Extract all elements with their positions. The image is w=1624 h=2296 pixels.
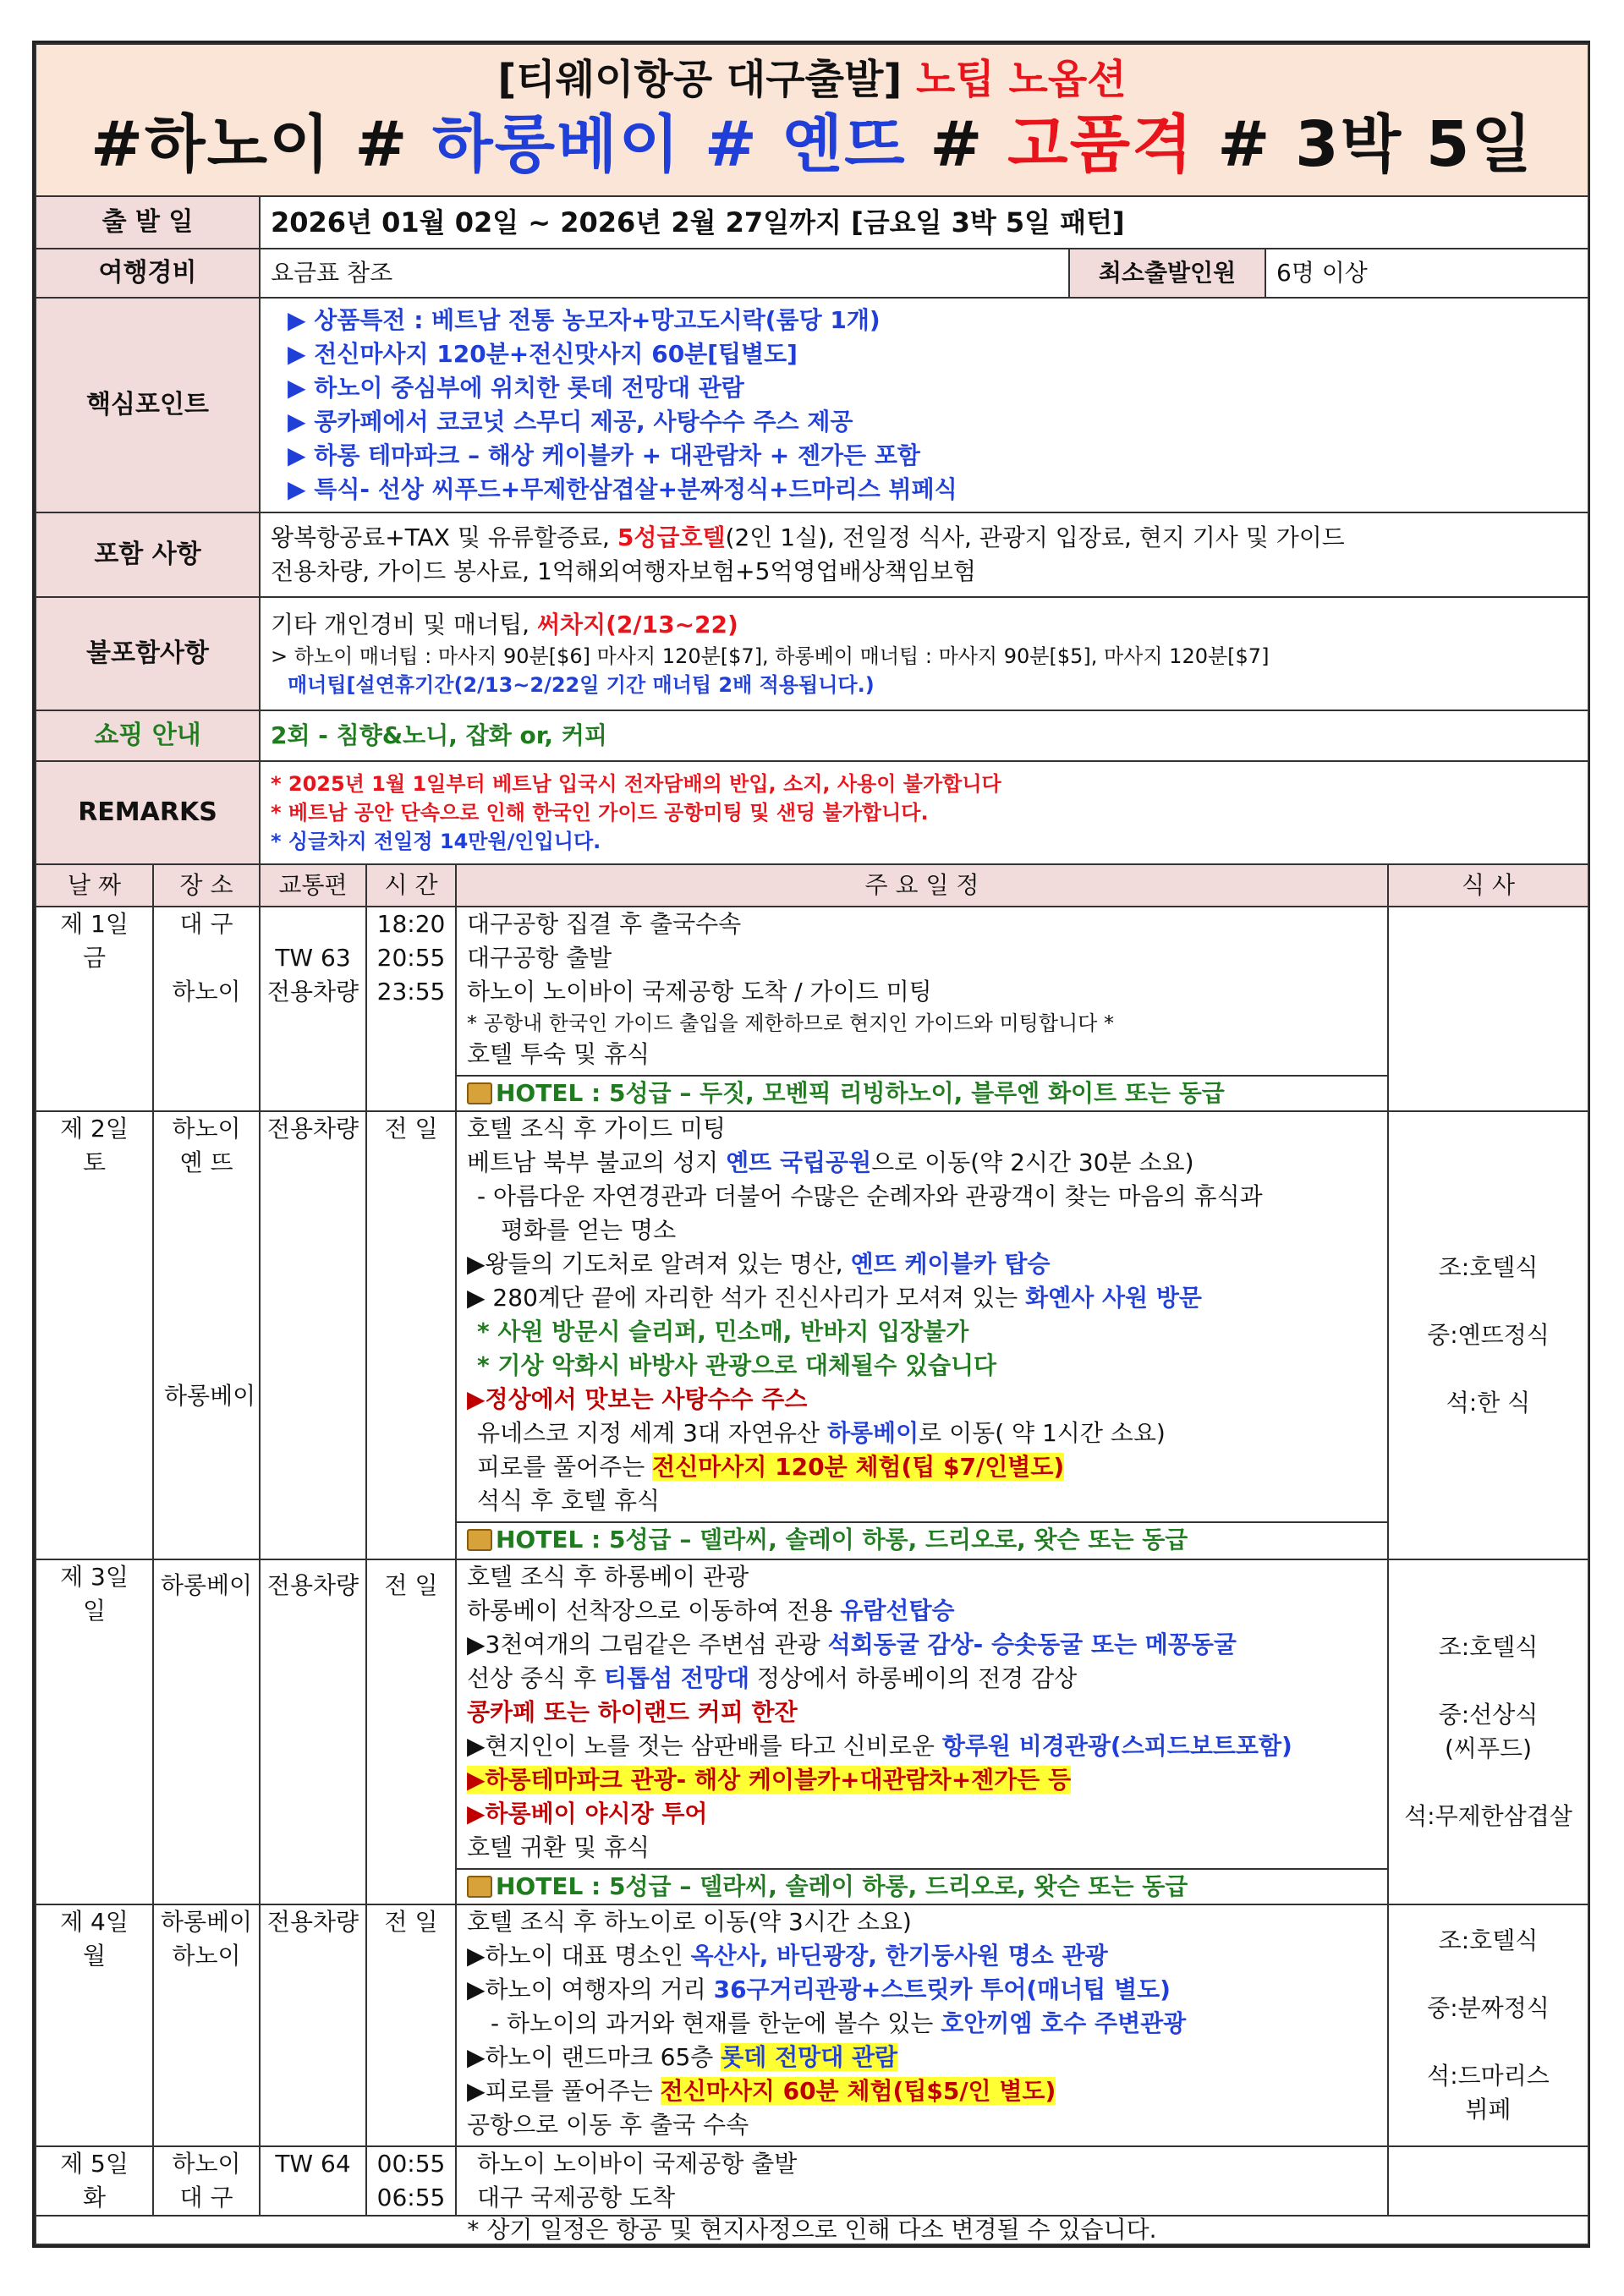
weekday: 금 — [82, 944, 107, 972]
shopping-label: 쇼핑 안내 — [36, 710, 260, 761]
yentu-park: 옌뜨 국립공원 — [726, 1148, 872, 1176]
text: ▶3천여개의 그림같은 주변섬 관광 — [467, 1630, 828, 1658]
departure-value: 2026년 01월 02일 ~ 2026년 2월 27일까지 [금요일 3박 5일 패턴] — [260, 196, 1588, 249]
weekday: 월 — [82, 1942, 107, 1970]
day4-meals — [1388, 1904, 1588, 2146]
meal-breakfast: 조:호텔식 — [1438, 1253, 1539, 1281]
schedule-note: * 공항내 한국인 가이드 출입을 제한하므로 현지인 가이드와 미팅합니다 * — [467, 1011, 1114, 1035]
day1-schedule — [456, 907, 1388, 1111]
text: 피로를 풀어주는 — [477, 1453, 653, 1481]
time: 23:55 — [376, 978, 446, 1006]
schedule-item — [467, 1662, 1377, 1696]
text: 로 이동( 약 1시간 소요) — [919, 1419, 1166, 1447]
day3-schedule — [456, 1559, 1388, 1904]
text: ▶왕들의 기도처로 알려져 있는 명산, — [467, 1250, 851, 1278]
meal-dinner: 석:한 식 — [1446, 1389, 1531, 1417]
includes-line1 — [271, 521, 1577, 555]
key-point: ▶ 하롱 테마파크 – 해상 케이블카 + 대관람차 + 젠가든 포함 — [288, 441, 920, 469]
schedule-item: 하노이 노이바이 국제공항 출발 — [477, 2150, 798, 2178]
meal-dinner: 석:무제한삼겹살 — [1404, 1802, 1572, 1830]
day5-times — [366, 2146, 456, 2216]
title-hash: # — [930, 108, 985, 181]
text: ▶피로를 풀어주는 — [467, 2077, 661, 2105]
schedule-item: 호텔 투숙 및 휴식 — [467, 1040, 650, 1068]
hotel-text: HOTEL : 5성급 – 델라씨, 솔레이 하롱, 드리오로, 왓슨 또는 동급 — [496, 1872, 1188, 1900]
day1-place — [153, 907, 260, 1111]
text: - 하노이의 과거와 현재를 한눈에 볼수 있는 — [491, 2009, 941, 2037]
meal-lunch: 중:옌뜨정식 — [1427, 1321, 1550, 1349]
hotel-text: HOTEL : 5성급 – 두짓, 모벤픽 리빙하노이, 블루엔 화이트 또는 동급 — [496, 1079, 1225, 1107]
massage-120: 전신마사지 120분 체험(팁 $7/인별도) — [652, 1453, 1065, 1481]
title-accent: 노팁 노옵션 — [916, 56, 1127, 103]
title-duration: # 3박 5일 — [1217, 108, 1533, 181]
schedule-item: 대구공항 집결 후 출국수속 — [467, 910, 742, 938]
includes-hotel: 5성급호텔 — [617, 523, 726, 551]
title-line1 — [36, 53, 1588, 106]
schedule-item — [467, 1763, 1377, 1797]
hoan-kiem-lake: 호안끼엠 호수 주변관광 — [941, 2009, 1187, 2037]
header-time: 시 간 — [366, 864, 456, 907]
lotte-observatory: 롯데 전망대 관람 — [721, 2043, 898, 2071]
place: 하롱베이 — [160, 1908, 253, 1936]
day5-schedule — [456, 2146, 1388, 2216]
schedule-item — [467, 2007, 1377, 2041]
weekday: 일 — [82, 1597, 107, 1625]
key-point: ▶ 콩카페에서 코코넛 스무디 제공, 사탕수수 주스 제공 — [288, 408, 853, 436]
schedule-item — [467, 1939, 1377, 1973]
text: 정상에서 하롱베이의 전경 감상 — [749, 1664, 1078, 1692]
remark-guide: * 베트남 공안 단속으로 인해 한국인 가이드 공항미팅 및 샌딩 불가합니다. — [271, 801, 929, 825]
day1-hotel — [457, 1075, 1387, 1110]
place: 하노이 — [172, 2150, 241, 2178]
schedule-item: 대구공항 출발 — [467, 944, 612, 972]
theme-park: ▶하롱테마파크 관광- 해상 케이블카+대관람차+젠가든 등 — [467, 1766, 1072, 1794]
schedule-item: ▶하롱베이 야시장 투어 — [467, 1800, 708, 1827]
weekday: 화 — [82, 2184, 107, 2211]
day-number: 제 3일 — [60, 1563, 129, 1591]
hotel-icon — [467, 1082, 492, 1104]
min-participants-label: 최소출발인원 — [1069, 249, 1265, 298]
day4-row — [36, 1904, 1588, 2146]
cruise: 유람선탑승 — [840, 1597, 955, 1625]
title-banner — [36, 44, 1588, 196]
schedule-item: 호텔 귀환 및 휴식 — [467, 1833, 650, 1861]
day3-hotel — [457, 1868, 1387, 1904]
excludes-tips: > 하노이 매너팁 : 마사지 90분[$6] 마사지 120분[$7], 하롱베이 매너팁 : 마사지 90분[$5], 마사지 120분[$7] — [271, 644, 1270, 668]
key-point: ▶ 하노이 중심부에 위치한 롯데 전망대 관람 — [288, 374, 744, 402]
key-point: ▶ 특식- 선상 씨푸드+무제한삼겹살+분짜정식+드마리스 뷔페식 — [288, 475, 957, 503]
departure-label: 출 발 일 — [36, 196, 260, 249]
schedule-item: 공항으로 이동 후 출국 수속 — [467, 2111, 749, 2139]
schedule-item: 하노이 노이바이 국제공항 도착 / 가이드 미팅 — [467, 978, 932, 1006]
includes-label: 포함 사항 — [36, 512, 260, 597]
title-halong-yentu: 하롱베이 # 옌뜨 — [432, 108, 907, 181]
day4-place — [153, 1904, 260, 2146]
day5-date — [36, 2146, 153, 2216]
day5-meals — [1388, 2146, 1588, 2216]
cost-label: 여행경비 — [36, 249, 260, 298]
day-number: 제 4일 — [60, 1908, 129, 1936]
schedule-item — [467, 1281, 1377, 1315]
flight-number: TW 63 — [275, 944, 351, 972]
day3-place: 하롱베이 — [153, 1559, 260, 1904]
day3-date — [36, 1559, 153, 1904]
title-line2 — [36, 106, 1588, 184]
header-meals: 식 사 — [1388, 864, 1588, 907]
yentu-cable-car: 옌뜨 케이블카 탑승 — [850, 1250, 1051, 1278]
includes-text: 왕복항공료+TAX 및 유류할증료, — [271, 523, 617, 551]
includes-value — [260, 512, 1588, 597]
key-point: ▶ 전신마사지 120분+전신맛사지 60분[팁별도] — [288, 340, 798, 368]
day1-times — [366, 907, 456, 1111]
text: 선상 중식 후 — [467, 1664, 604, 1692]
text: ▶하노이 랜드마크 65층 — [467, 2043, 721, 2071]
text: 으로 이동(약 2시간 30분 소요) — [871, 1148, 1194, 1176]
schedule-item: 호텔 조식 후 가이드 미팅 — [467, 1115, 727, 1143]
includes-line2: 전용차량, 가이드 봉사료, 1억해외여행자보험+5억영업배상책임보험 — [271, 557, 976, 585]
schedule-item — [467, 1247, 1377, 1281]
schedule-item: 평화를 얻는 명소 — [501, 1216, 677, 1244]
text: 하롱베이 선착장으로 이동하여 전용 — [467, 1597, 841, 1625]
day3-row — [36, 1559, 1588, 1904]
min-participants-value: 6명 이상 — [1265, 249, 1588, 298]
shopping-value: 2회 - 침향&노니, 잡화 or, 커피 — [260, 710, 1588, 761]
day3-time: 전 일 — [366, 1559, 456, 1904]
day1-row — [36, 907, 1588, 1111]
time: 00:55 — [376, 2150, 446, 2178]
title-hanoi: #하노이 # — [91, 108, 409, 181]
time: 06:55 — [376, 2184, 446, 2211]
includes-text: (2인 1실), 전일정 식사, 관광지 입장료, 현지 기사 및 가이드 — [725, 523, 1345, 551]
schedule-table — [35, 863, 1589, 2245]
day1-date — [36, 907, 153, 1111]
weekday: 토 — [82, 1148, 107, 1176]
transport — [261, 907, 365, 941]
schedule-item: 대구 국제공항 도착 — [477, 2184, 676, 2211]
text: ▶하노이 대표 명소인 — [467, 1942, 691, 1970]
schedule-note: * 기상 악화시 바방사 관광으로 대체될수 있습니다 — [477, 1351, 997, 1379]
day2-hotel — [457, 1521, 1387, 1557]
header-schedule: 주 요 일 정 — [456, 864, 1388, 907]
excludes-surcharge: 써차지(2/13~22) — [536, 611, 738, 638]
text: 유네스코 지정 세계 3대 자연유산 — [477, 1419, 827, 1447]
key-points — [260, 298, 1588, 512]
place: 옌 뜨 — [179, 1148, 233, 1176]
schedule-item — [467, 1450, 1377, 1484]
meal-lunch: 중:선상식 — [1438, 1701, 1539, 1729]
schedule-item: ▶정상에서 맛보는 사탕수수 주스 — [467, 1385, 808, 1413]
schedule-item: 호텔 조식 후 하롱베이 관광 — [467, 1563, 749, 1591]
day-number: 제 5일 — [60, 2150, 129, 2178]
schedule-item — [467, 1146, 1377, 1180]
day2-meals — [1388, 1111, 1588, 1559]
cost-value: 요금표 참조 — [260, 249, 1069, 298]
schedule-item — [467, 1729, 1377, 1763]
text: 베트남 북부 불교의 성지 — [467, 1148, 727, 1176]
header-place: 장 소 — [153, 864, 260, 907]
transport: 전용차량 — [266, 978, 359, 1006]
title-prefix: [티웨이항공 대구출발] — [497, 56, 903, 103]
day4-time: 전 일 — [366, 1904, 456, 2146]
day1-transport — [260, 907, 366, 1111]
day2-date — [36, 1111, 153, 1559]
hotel-icon — [467, 1876, 492, 1898]
day2-place — [153, 1111, 260, 1559]
schedule-item: 호텔 조식 후 하노이로 이동(약 3시간 소요) — [467, 1908, 912, 1936]
meal-lunch-detail: (씨푸드) — [1445, 1734, 1532, 1762]
place: 하노이 — [172, 978, 241, 1006]
place — [164, 941, 249, 975]
key-point: ▶ 상품특전 : 베트남 전통 농모자+망고도시락(룸당 1개) — [288, 306, 881, 334]
hotel-text: HOTEL : 5성급 – 델라씨, 솔레이 하롱, 드리오로, 왓슨 또는 동급 — [496, 1526, 1188, 1553]
header-transport: 교통편 — [260, 864, 366, 907]
day2-schedule — [456, 1111, 1388, 1559]
schedule-item — [467, 2041, 1377, 2074]
sampan-tour: 항루원 비경관광(스피드보트포함) — [941, 1732, 1292, 1760]
day-number: 제 2일 — [60, 1115, 129, 1143]
day5-place — [153, 2146, 260, 2216]
massage-60: 전신마사지 60분 체험(팁$5/인 별도) — [660, 2077, 1056, 2105]
title-premium: 고품격 — [1007, 108, 1194, 181]
itinerary-sheet — [32, 41, 1590, 2248]
text: ▶현지인이 노를 젓는 삼판배를 타고 신비로운 — [467, 1732, 942, 1760]
day-number: 제 1일 — [60, 910, 129, 938]
time: 18:20 — [376, 910, 446, 938]
hoa-yen-temple: 화옌사 사원 방문 — [1025, 1284, 1202, 1312]
day2-time: 전 일 — [366, 1111, 456, 1559]
day2-row — [36, 1111, 1588, 1559]
day3-transport: 전용차량 — [260, 1559, 366, 1904]
place: 대 구 — [179, 2184, 233, 2211]
day4-schedule — [456, 1904, 1388, 2146]
schedule-item: 콩카페 또는 하이랜드 커피 한잔 — [467, 1698, 798, 1726]
time: 20:55 — [376, 944, 446, 972]
old-quarter: 36구거리관광+스트릿카 투어(매너팁 별도) — [713, 1975, 1171, 2003]
day3-meals — [1388, 1559, 1588, 1904]
halong-bay: 하롱베이 — [826, 1419, 919, 1447]
meal-lunch: 중:분짜정식 — [1427, 1994, 1550, 2022]
key-points-label: 핵심포인트 — [36, 298, 260, 512]
day4-transport: 전용차량 — [260, 1904, 366, 2146]
schedule-item — [467, 1594, 1377, 1628]
remarks-label: REMARKS — [36, 761, 260, 864]
place: 하롱베이 — [164, 1382, 256, 1410]
schedule-item: 석식 후 호텔 휴식 — [477, 1487, 661, 1515]
excludes-line1 — [271, 608, 1577, 642]
excludes-text: 기타 개인경비 및 매너팁, — [271, 611, 537, 638]
hotel-icon — [467, 1529, 492, 1551]
remarks-value — [260, 761, 1588, 864]
day4-date — [36, 1904, 153, 2146]
day1-meals — [1388, 907, 1588, 1111]
header-date: 날 짜 — [36, 864, 153, 907]
place: 하노이 — [172, 1942, 241, 1970]
day2-transport: 전용차량 — [260, 1111, 366, 1559]
meal-breakfast: 조:호텔식 — [1438, 1926, 1539, 1954]
meal-breakfast: 조:호텔식 — [1438, 1633, 1539, 1661]
info-table — [35, 43, 1589, 865]
day5-row — [36, 2146, 1588, 2216]
meal-dinner-detail: 뷔페 — [1465, 2096, 1512, 2123]
schedule-item — [467, 1417, 1377, 1450]
meal-dinner: 석:드마리스 — [1427, 2062, 1550, 2090]
caves: 석회동굴 감상- 승솟동굴 또는 메꽁동굴 — [827, 1630, 1237, 1658]
text: ▶ 280계단 끝에 자리한 석가 진신사리가 모셔져 있는 — [467, 1284, 1026, 1312]
schedule-item — [467, 1628, 1377, 1662]
remark-vape: * 2025년 1월 1일부터 베트남 입국시 전자담배의 반입, 소지, 사용이 불가합니다 — [271, 772, 1001, 796]
schedule-item — [467, 2074, 1377, 2108]
place: 대 구 — [179, 910, 233, 938]
titop-island: 티톱섬 전망대 — [603, 1664, 749, 1692]
day5-transport: TW 64 — [260, 2146, 366, 2216]
excludes-label: 불포함사항 — [36, 597, 260, 710]
text: ▶하노이 여행자의 거리 — [467, 1975, 714, 2003]
schedule-note: * 사원 방문시 슬리퍼, 민소매, 반바지 입장불가 — [477, 1318, 969, 1345]
hanoi-sights: 옥산사, 바딘광장, 한기둥사원 명소 관광 — [690, 1942, 1108, 1970]
excludes-holiday-tips: 매너팁[설연휴기간(2/13~2/22일 기간 매너팁 2배 적용됩니다.) — [288, 673, 875, 697]
schedule-item — [467, 1973, 1377, 2007]
remark-single: * 싱글차지 전일정 14만원/인입니다. — [271, 830, 601, 853]
footer-note: * 상기 일정은 항공 및 현지사정으로 인해 다소 변경될 수 있습니다. — [36, 2216, 1588, 2244]
place: 하노이 — [172, 1115, 241, 1143]
excludes-value — [260, 597, 1588, 710]
schedule-item: - 아름다운 자연경관과 더불어 수많은 순례자와 관광객이 찾는 마음의 휴식과 — [477, 1182, 1263, 1210]
